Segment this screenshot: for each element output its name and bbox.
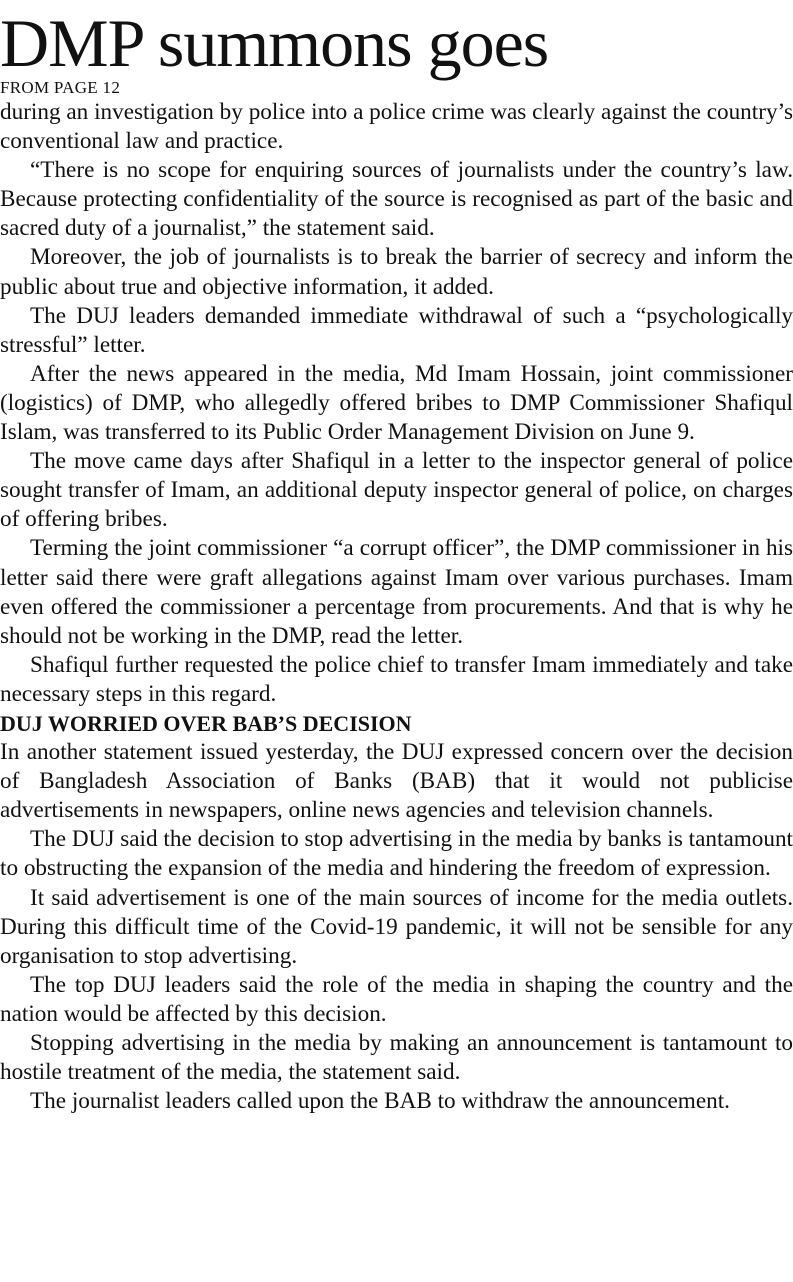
jump-line: FROM PAGE 12 [0, 78, 121, 97]
article-body [0, 98, 793, 1116]
paragraph: In another statement issued yesterday, the DUJ expressed concern over the decision of Bangladesh Association of Banks (BAB) that it would not publicise advertisements in newspapers, online news agencies and television channels. [0, 739, 793, 824]
paragraph: The move came days after Shafiqul in a letter to the inspector general of police sought transfer of Imam, an additional deputy inspector general of police, on charges of offering bribes. [0, 448, 793, 533]
paragraph: Terming the joint commissioner “a corrupt officer”, the DMP commissioner in his letter said there were graft allegations against Imam over various purchases. Imam even offered the commissioner a percentage from procurements. And that is why he should not be working in the DMP, read the letter. [0, 535, 793, 649]
paragraph: The DUJ said the decision to stop advertising in the media by banks is tantamount to obstructing the expansion of the media and hindering the freedom of expression. [0, 826, 793, 882]
paragraph: After the news appeared in the media, Md Imam Hossain, joint commissioner (logistics) of DMP, who allegedly offered bribes to DMP Commissioner Shafiqul Islam, was transferred to its Public Order Management Division on June 9. [0, 360, 793, 446]
paragraph: It said advertisement is one of the main sources of income for the media outlets. During this difficult time of the Covid-19 pandemic, it will not be sensible for any organisation to stop advertising. [0, 884, 793, 969]
headline: DMP summons goes [0, 5, 549, 81]
paragraph: Shafiqul further requested the police chief to transfer Imam immediately and take necessary steps in this regard. [0, 651, 793, 707]
paragraph: “There is no scope for enquiring sources of journalists under the country’s law. Because protecting confidentiality of the source is recognised as part of the basic and sacred duty of a journalist,” the statement said. [0, 157, 793, 242]
paragraph: during an investigation by police into a police crime was clearly against the country’s conventional law and practice. [0, 99, 793, 155]
paragraph: The top DUJ leaders said the role of the media in shaping the country and the nation would be affected by this decision. [0, 971, 793, 1027]
paragraph: Stopping advertising in the media by making an announcement is tantamount to hostile treatment of the media, the statement said. [0, 1030, 793, 1086]
paragraph: Moreover, the job of journalists is to break the barrier of secrecy and inform the public about true and objective information, it added. [0, 244, 793, 300]
subhead: DUJ WORRIED OVER BAB’S DECISION [0, 710, 412, 736]
paragraph: The journalist leaders called upon the BAB to withdraw the announcement. [30, 1088, 730, 1115]
paragraph: The DUJ leaders demanded immediate withdrawal of such a “psychologically stressful” letter. [0, 302, 793, 358]
